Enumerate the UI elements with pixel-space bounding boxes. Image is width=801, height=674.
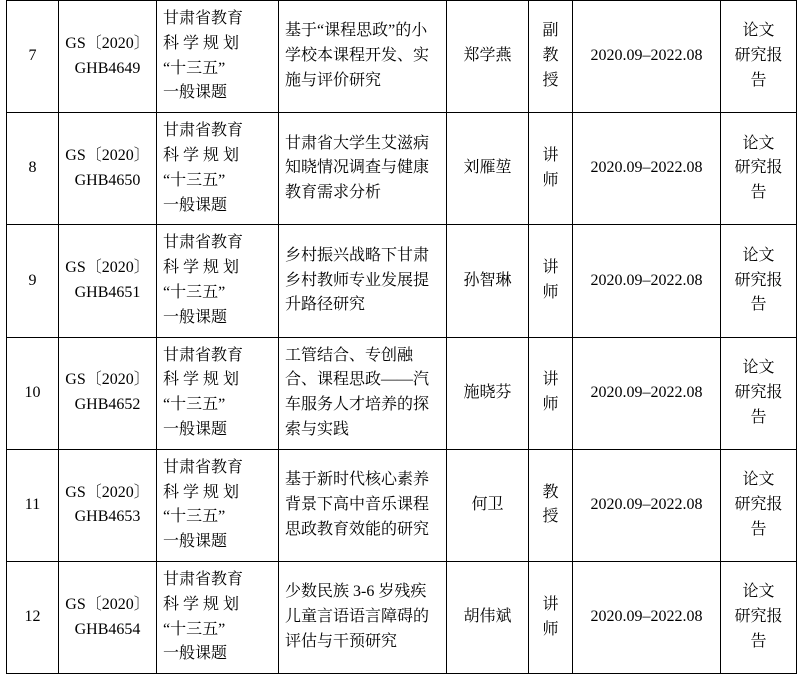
code-line: GHB4654 [74, 620, 141, 638]
cell-research-period: 2020.09–2022.08 [573, 113, 721, 225]
result-line: 告 [750, 296, 767, 314]
result-line: 告 [750, 71, 767, 89]
category-line: 科 学 规 划 [163, 259, 240, 277]
category-line: “十三五” [163, 283, 226, 301]
rank-line: 师 [542, 283, 559, 301]
rank-line: 授 [542, 71, 559, 89]
category-line: 科 学 规 划 [163, 595, 240, 613]
category-line: “十三五” [163, 171, 226, 189]
result-line: 告 [750, 520, 767, 538]
cell-leader-rank [529, 113, 573, 225]
cell-project-title: 基于新时代核心素养背景下高中音乐课程思政教育效能的研究 [279, 449, 447, 561]
category-line: “十三五” [163, 396, 226, 414]
category-line: 科 学 规 划 [163, 483, 240, 501]
code-line: GS〔2020〕 [65, 371, 150, 389]
result-line: 论文 [742, 134, 775, 152]
cell-leader-rank [529, 1, 573, 113]
cell-project-title: 甘肃省大学生艾滋病知晓情况调查与健康教育需求分析 [279, 113, 447, 225]
cell-project-title: 少数民族 3-6 岁残疾儿童言语语言障碍的评估与干预研究 [279, 561, 447, 673]
cell-leader-name: 何卫 [447, 449, 529, 561]
cell-leader-name: 施晓芬 [447, 337, 529, 449]
cell-serial-number: 7 [7, 1, 59, 113]
code-line: GS〔2020〕 [65, 34, 150, 52]
cell-project-title: 工管结合、专创融合、课程思政——汽车服务人才培养的探索与实践 [279, 337, 447, 449]
cell-project-category [157, 337, 279, 449]
rank-line: 讲 [542, 259, 559, 277]
category-line: 科 学 规 划 [163, 34, 240, 52]
category-line: 甘肃省教育 [163, 570, 244, 588]
cell-serial-number: 8 [7, 113, 59, 225]
cell-research-period: 2020.09–2022.08 [573, 561, 721, 673]
category-line: “十三五” [163, 508, 226, 526]
code-line: GHB4650 [74, 171, 141, 189]
code-line: GS〔2020〕 [65, 259, 150, 277]
category-line: 甘肃省教育 [163, 458, 244, 476]
table-row [7, 1, 797, 113]
cell-project-code [59, 561, 157, 673]
cell-leader-name: 郑学燕 [447, 1, 529, 113]
rank-line: 师 [542, 396, 559, 414]
rank-line: 授 [542, 508, 559, 526]
cell-result-form [721, 337, 797, 449]
category-line: 甘肃省教育 [163, 10, 244, 27]
cell-research-period: 2020.09–2022.08 [573, 337, 721, 449]
result-line: 研究报 [734, 159, 783, 177]
cell-project-title: 基于“课程思政”的小学校本课程开发、实施与评价研究 [279, 1, 447, 113]
cell-serial-number: 12 [7, 561, 59, 673]
category-line: 一般课题 [163, 308, 228, 326]
cell-result-form [721, 225, 797, 337]
cell-project-category [157, 225, 279, 337]
result-line: 研究报 [734, 47, 783, 65]
cell-leader-rank [529, 337, 573, 449]
cell-project-category [157, 449, 279, 561]
category-line: 一般课题 [163, 84, 228, 102]
cell-result-form [721, 113, 797, 225]
rank-line: 师 [542, 620, 559, 638]
rank-line: 师 [542, 171, 559, 189]
code-line: GHB4653 [74, 508, 141, 526]
category-line: 一般课题 [163, 420, 228, 438]
category-line: 科 学 规 划 [163, 371, 240, 389]
result-line: 告 [750, 632, 767, 650]
rank-line: 讲 [542, 371, 559, 389]
cell-leader-name: 孙智琳 [447, 225, 529, 337]
result-line: 论文 [742, 22, 775, 40]
result-line: 论文 [742, 358, 775, 376]
result-line: 告 [750, 408, 767, 426]
projects-table [6, 0, 797, 674]
result-line: 论文 [742, 246, 775, 264]
rank-line: 讲 [542, 595, 559, 613]
cell-result-form [721, 1, 797, 113]
table-row [7, 225, 797, 337]
category-line: 甘肃省教育 [163, 122, 244, 140]
cell-serial-number: 9 [7, 225, 59, 337]
cell-research-period: 2020.09–2022.08 [573, 1, 721, 113]
code-line: GS〔2020〕 [65, 595, 150, 613]
category-line: 甘肃省教育 [163, 234, 244, 252]
cell-project-category [157, 113, 279, 225]
result-line: 论文 [742, 583, 775, 601]
cell-serial-number: 11 [7, 449, 59, 561]
code-line: GS〔2020〕 [65, 146, 150, 164]
category-line: 一般课题 [163, 533, 228, 551]
code-line: GS〔2020〕 [65, 483, 150, 501]
rank-line: 教 [542, 47, 559, 65]
cell-result-form [721, 561, 797, 673]
result-line: 研究报 [734, 271, 783, 289]
cell-leader-name: 胡伟斌 [447, 561, 529, 673]
cell-leader-rank [529, 449, 573, 561]
cell-project-category [157, 1, 279, 113]
cell-project-code [59, 225, 157, 337]
code-line: GHB4652 [74, 396, 141, 414]
cell-project-code [59, 113, 157, 225]
result-line: 研究报 [734, 495, 783, 513]
cell-result-form [721, 449, 797, 561]
category-line: “十三五” [163, 59, 226, 77]
result-line: 研究报 [734, 608, 783, 626]
result-line: 研究报 [734, 383, 783, 401]
category-line: 科 学 规 划 [163, 146, 240, 164]
table-row [7, 337, 797, 449]
category-line: 一般课题 [163, 645, 228, 663]
cell-project-title: 乡村振兴战略下甘肃乡村教师专业发展提升路径研究 [279, 225, 447, 337]
cell-research-period: 2020.09–2022.08 [573, 449, 721, 561]
table-row [7, 561, 797, 673]
cell-project-code [59, 337, 157, 449]
category-line: 甘肃省教育 [163, 346, 244, 364]
result-line: 论文 [742, 471, 775, 489]
rank-line: 副 [542, 22, 559, 40]
rank-line: 讲 [542, 146, 559, 164]
cell-leader-name: 刘雁堃 [447, 113, 529, 225]
category-line: “十三五” [163, 620, 226, 638]
cell-research-period: 2020.09–2022.08 [573, 225, 721, 337]
cell-leader-rank [529, 225, 573, 337]
table-row [7, 113, 797, 225]
cell-serial-number: 10 [7, 337, 59, 449]
rank-line: 教 [542, 483, 559, 501]
cell-project-code [59, 449, 157, 561]
table-row [7, 449, 797, 561]
cell-project-category [157, 561, 279, 673]
result-line: 告 [750, 184, 767, 202]
cell-leader-rank [529, 561, 573, 673]
code-line: GHB4649 [74, 59, 141, 77]
category-line: 一般课题 [163, 196, 228, 214]
code-line: GHB4651 [74, 283, 141, 301]
cell-project-code [59, 1, 157, 113]
